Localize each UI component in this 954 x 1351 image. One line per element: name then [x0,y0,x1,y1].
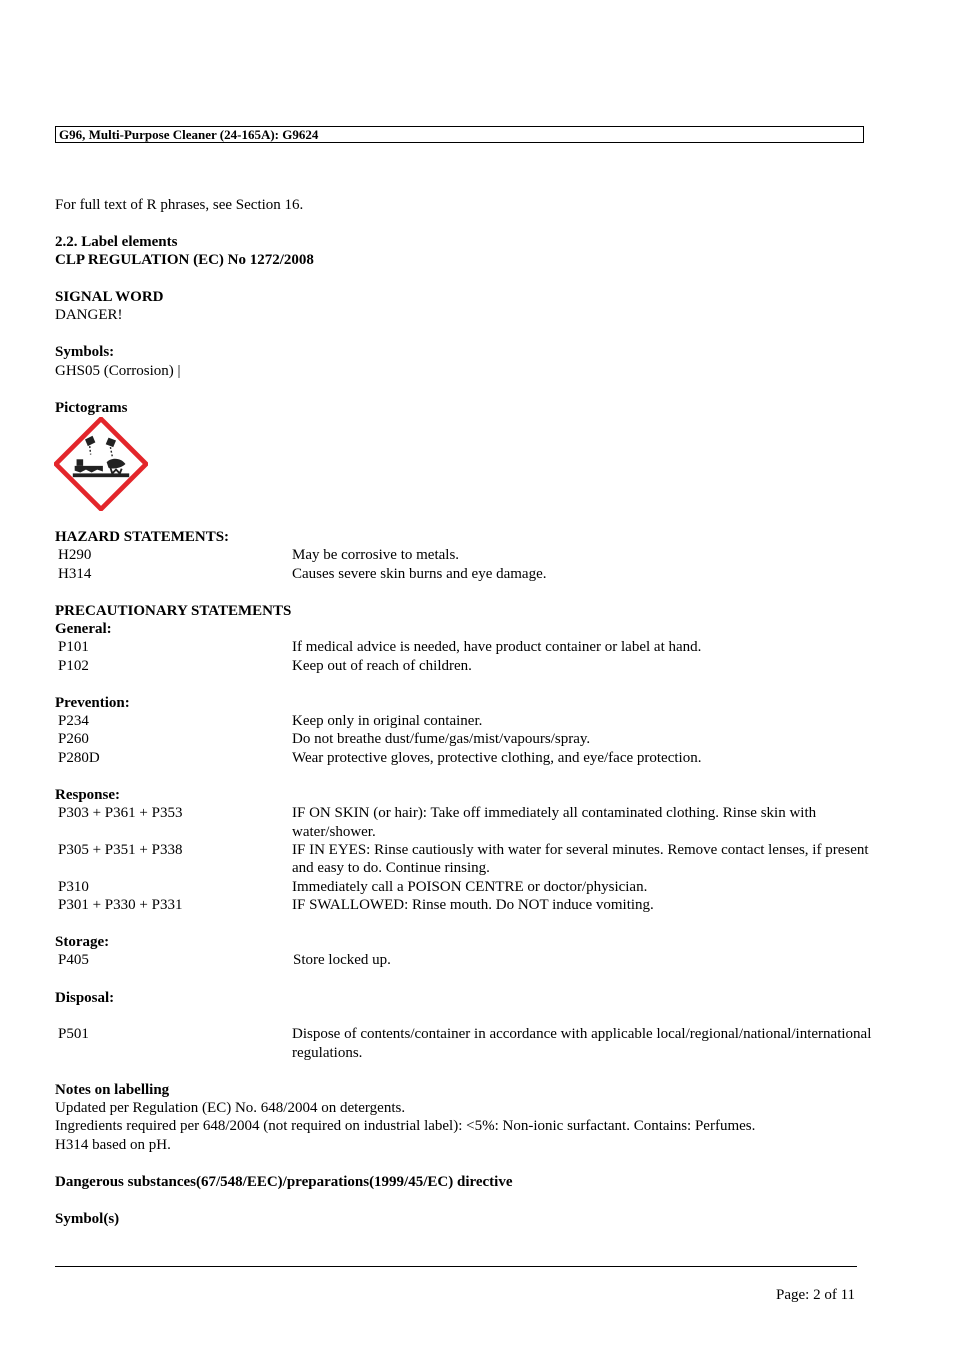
precaution-text: Immediately call a POISON CENTRE or doctor/physician. [292,879,648,895]
label-elements-heading: 2.2. Label elements [55,234,178,250]
hazard-text: Causes severe skin burns and eye damage. [292,566,547,582]
precaution-text: Store locked up. [293,952,391,968]
disposal-heading: Disposal: [55,990,115,1006]
notes-line: Updated per Regulation (EC) No. 648/2004 on detergents. [55,1100,406,1116]
precaution-code: P405 [58,952,89,968]
regulation-heading: CLP REGULATION (EC) No 1272/2008 [55,252,314,268]
prevention-heading: Prevention: [55,695,130,711]
precaution-code: P102 [58,658,89,674]
pictograms-heading: Pictograms [55,400,128,416]
precaution-code: P310 [58,879,89,895]
hazard-code: H314 [58,566,92,582]
hazard-code: H290 [58,547,92,563]
hazard-text: May be corrosive to metals. [292,547,460,563]
precaution-text-continued: and easy to do. Continue rinsing. [292,860,490,876]
dangerous-substances-heading: Dangerous substances(67/548/EEC)/preparations(1999/45/EC) directive [55,1174,513,1190]
notes-heading: Notes on labelling [55,1082,170,1098]
signal-word-heading: SIGNAL WORD [55,289,164,305]
precaution-text: IF IN EYES: Rinse cautiously with water for several minutes. Remove contact lenses, if present [292,842,869,858]
document-header [55,126,864,143]
precaution-text: Keep out of reach of children. [292,658,472,674]
precaution-code: P501 [58,1026,89,1042]
precaution-text: If medical advice is needed, have product container or label at hand. [292,639,702,655]
symbols-heading-2: Symbol(s) [55,1211,120,1227]
notes-line: H314 based on pH. [55,1137,171,1153]
document-title: G96, Multi-Purpose Cleaner (24-165A): G9624 [59,127,319,142]
precaution-code: P305 + P351 + P338 [58,842,183,858]
page-number: Page: 2 of 11 [776,1287,856,1303]
precaution-code: P280D [58,750,100,766]
symbols-heading: Symbols: [55,344,115,360]
hazard-heading: HAZARD STATEMENTS: [55,529,230,545]
signal-word-value: DANGER! [55,307,123,323]
response-heading: Response: [55,787,121,803]
general-heading: General: [55,621,112,637]
precaution-text: Dispose of contents/container in accordance with applicable local/regional/national/international [292,1026,872,1042]
precaution-code: P303 + P361 + P353 [58,805,183,821]
precaution-code: P101 [58,639,89,655]
corrosion-pictogram-icon [54,417,148,511]
symbols-value: GHS05 (Corrosion) | [55,363,181,379]
precautionary-heading: PRECAUTIONARY STATEMENTS [55,603,292,619]
precaution-text-continued: water/shower. [292,824,376,840]
intro-text: For full text of R phrases, see Section 16. [55,197,304,213]
precaution-text: IF SWALLOWED: Rinse mouth. Do NOT induce vomiting. [292,897,654,913]
precaution-text: IF ON SKIN (or hair): Take off immediately all contaminated clothing. Rinse skin with [292,805,817,821]
storage-heading: Storage: [55,934,110,950]
notes-line: Ingredients required per 648/2004 (not required on industrial label): <5%: Non-ionic surfactant. Contains: Perfumes. [55,1118,756,1134]
footer-divider [55,1266,857,1267]
precaution-text: Keep only in original container. [292,713,483,729]
precaution-code: P234 [58,713,89,729]
precaution-text-continued: regulations. [292,1045,363,1061]
precaution-code: P260 [58,731,89,747]
precaution-text: Wear protective gloves, protective clothing, and eye/face protection. [292,750,702,766]
precaution-code: P301 + P330 + P331 [58,897,183,913]
precaution-text: Do not breathe dust/fume/gas/mist/vapours/spray. [292,731,591,747]
